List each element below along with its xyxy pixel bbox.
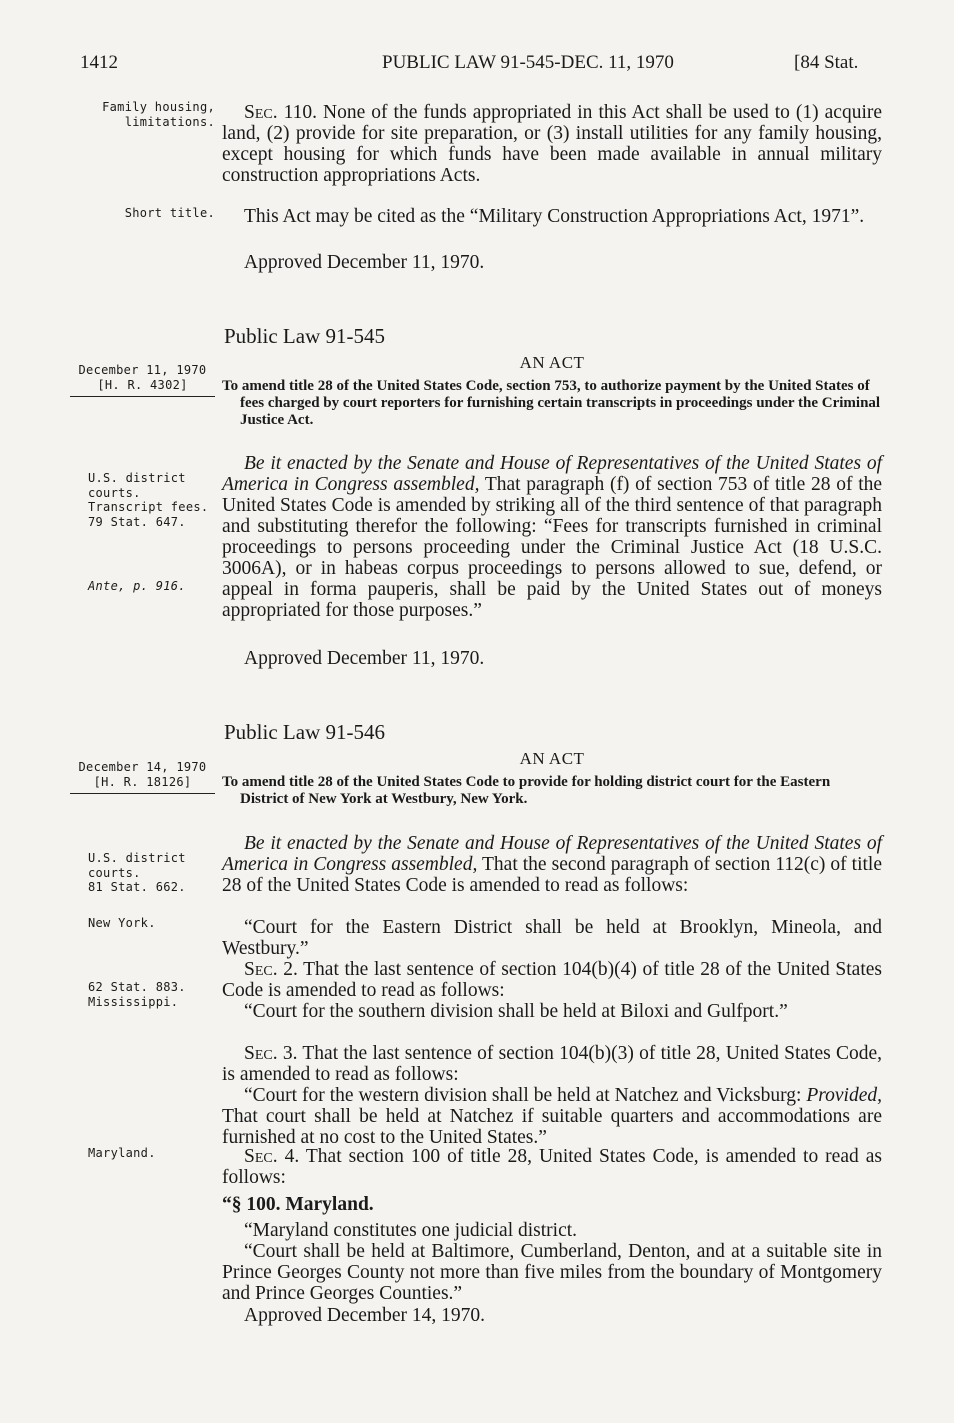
section-label: Sec. 2. (244, 959, 298, 980)
running-title: PUBLIC LAW 91-545-DEC. 11, 1970 (382, 52, 674, 73)
margin-note-maryland: Maryland. (88, 1146, 156, 1160)
margin-note-transcript-fees: Transcript fees. (88, 500, 209, 514)
quote-natchez (222, 1085, 882, 1148)
margin-note-pl546-date: December 14, 1970 (78, 760, 207, 774)
margin-note-mississippi: Mississippi. (88, 995, 179, 1009)
quote-text: That court shall be held at Natchez if suitable quarters and accommodations are furnished at no cost to the United States.” (222, 1106, 882, 1148)
margin-note-pl546-bill: [H. R. 18126] (70, 775, 215, 794)
quote-biloxi: “Court for the southern division shall be held at Biloxi and Gulfport.” (244, 1001, 788, 1022)
public-law-546-heading: Public Law 91-546 (224, 720, 385, 744)
quote-new-york: “Court for the Eastern District shall be held at Brooklyn, Mineola, and Westbury.” (222, 917, 882, 959)
section-label: Sec. 3. (244, 1043, 298, 1064)
body-text: That the second paragraph of section 112(c) of title 28 of the United States Code is amended to read as follows: (222, 854, 883, 896)
short-title-text: This Act may be cited as the “Military Construction Appropriations Act, 1971”. (244, 206, 865, 227)
margin-note-short-title: Short title. (124, 206, 215, 220)
approved-date-1: Approved December 11, 1970. (244, 252, 485, 273)
margin-note-district-courts-2: U.S. district courts. (88, 851, 186, 880)
section-text: That the last sentence of section 104(b)(4) of title 28 of the United States Code is amended to read as follows: (222, 959, 882, 1001)
proviso: Provided, (806, 1085, 882, 1106)
approved-date-545: Approved December 11, 1970. (244, 648, 485, 669)
enacting-clause: Be it enacted by the Senate and House of Representatives of the United States of America in Congress assembled, (222, 833, 882, 875)
stat-volume: [84 Stat. (794, 52, 859, 73)
act-title-545: To amend title 28 of the United States Code, section 753, to authorize payment by the United States of fees charged by court reporters for furnishing certain transcripts in proceedings under the Criminal Justice Act. (222, 378, 881, 428)
section-2 (222, 959, 882, 1001)
section-text: That section 100 of title 28, United States Code, is amended to read as follows: (222, 1146, 882, 1188)
public-law-545-heading: Public Law 91-545 (224, 324, 385, 348)
act-body-546 (222, 833, 882, 896)
section-100-heading: “§ 100. Maryland. (222, 1194, 374, 1215)
act-title-546: To amend title 28 of the United States Code to provide for holding district court for the Eastern District of New York at Westbury, New York. (222, 774, 831, 807)
margin-note-81-stat: 81 Stat. 662. (88, 880, 186, 894)
act-body-545 (222, 453, 882, 621)
margin-note-62-stat: 62 Stat. 883. (88, 980, 186, 994)
section-4 (222, 1146, 882, 1188)
maryland-district: “Maryland constitutes one judicial district. (244, 1220, 578, 1241)
enacting-clause: Be it enacted by the Senate and House of Representatives of the United States of America in Congress assembled, (222, 453, 882, 495)
section-3 (222, 1043, 882, 1085)
margin-note-pl545-bill: [H. R. 4302] (70, 378, 215, 397)
section-text: None of the funds appropriated in this Act shall be used to (1) acquire land, (2) provide for site preparation, or (3) install utilities for any family housing, except housing for which funds have been made available in annual military construction appropriations Acts. (222, 102, 883, 186)
margin-note-new-york: New York. (88, 916, 156, 930)
section-label: Sec. 110. (244, 102, 318, 123)
an-act-label-545: AN ACT (519, 353, 585, 372)
section-110 (222, 102, 882, 186)
page-number: 1412 (80, 52, 118, 73)
section-text: That the last sentence of section 104(b)(3) of title 28, United States Code, is amended to read as follows: (222, 1043, 882, 1085)
body-text: That paragraph (f) of section 753 of title 28 of the United States Code is amended by striking all of the third sentence of that paragraph and substituting therefor the following: “Fees for transcripts furnished in criminal proceedings to persons proceeding under the Criminal Justice Act (18 U.S.C. 3006A), or in habeas corpus proceedings to persons allowed to sue, defend, or appeal in forma pauperis, shall be paid by the United States out of moneys appropriated for those purposes.” (222, 474, 883, 621)
approved-date-546: Approved December 14, 1970. (244, 1305, 485, 1326)
maryland-court-sites: “Court shall be held at Baltimore, Cumberland, Denton, and at a suitable site in Prince Georges County not more than five miles from the boundary of Montgomery and Prince Georges Counties.” (222, 1241, 882, 1304)
section-label: Sec. 4. (244, 1146, 300, 1167)
margin-note-ante: Ante, p. 916. (88, 579, 186, 593)
quote-text: “Court for the western division shall be held at Natchez and Vicksburg: (244, 1085, 802, 1106)
margin-note-pl545-date: December 11, 1970 (78, 363, 207, 377)
margin-note-district-courts-1: U.S. district courts. (88, 471, 186, 500)
margin-note-79-stat: 79 Stat. 647. (88, 515, 186, 529)
an-act-label-546: AN ACT (519, 749, 585, 768)
margin-note-family-housing: Family housing, limitations. (102, 100, 215, 129)
